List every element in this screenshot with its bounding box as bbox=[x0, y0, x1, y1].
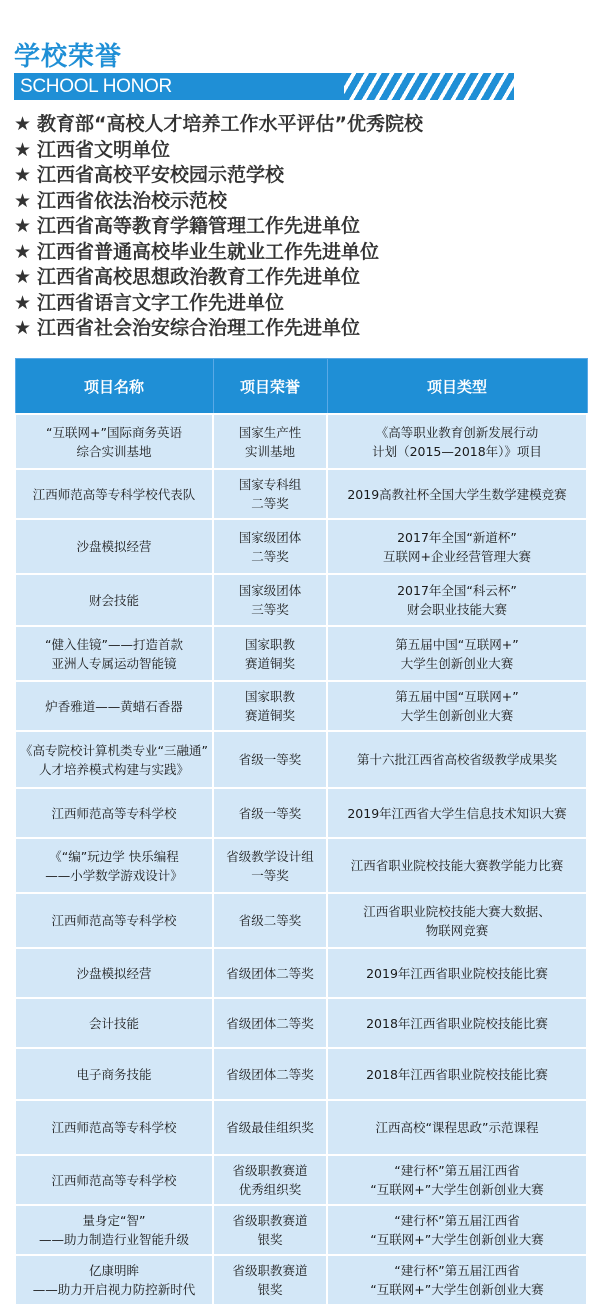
honor-item bbox=[14, 189, 594, 215]
cell-line: 省级最佳组织奖 bbox=[226, 1120, 314, 1135]
cell-line: 江西师范高等专科学校 bbox=[51, 913, 177, 928]
honor-item bbox=[14, 138, 594, 164]
star-icon: ★ bbox=[14, 291, 32, 314]
cell-honor bbox=[213, 469, 327, 519]
cell-line: 国家专科组 bbox=[238, 477, 302, 492]
cell-type bbox=[327, 838, 587, 893]
honor-text: 江西省依法治校示范校 bbox=[37, 189, 228, 212]
subtitle-banner bbox=[14, 73, 514, 100]
cell-name bbox=[15, 469, 213, 519]
honor-text: 江西省高等教育学籍管理工作先进单位 bbox=[37, 215, 361, 237]
cell-line: 综合实训基地 bbox=[76, 443, 152, 459]
honor-item bbox=[14, 214, 594, 240]
cell-line: 三等奖 bbox=[251, 602, 289, 617]
cell-line: “建行杯”第五届江西省 bbox=[394, 1213, 520, 1228]
cell-honor bbox=[213, 574, 327, 626]
honors-list bbox=[14, 112, 594, 342]
cell-line: 大学生创新创业大赛 bbox=[400, 708, 514, 723]
cell-type bbox=[327, 948, 587, 998]
cell-line: 《“编”玩边学 快乐编程 bbox=[49, 848, 179, 864]
cell-name bbox=[15, 731, 213, 788]
cell-honor bbox=[213, 1100, 327, 1155]
cell-honor bbox=[213, 788, 327, 838]
honor-item bbox=[14, 265, 594, 291]
cell-name bbox=[15, 681, 213, 731]
header-project-type: 项目类型 bbox=[327, 359, 587, 415]
cell-line: 《高专院校计算机类专业“三融通” bbox=[20, 742, 208, 758]
cell-name bbox=[15, 838, 213, 893]
star-icon: ★ bbox=[14, 317, 32, 339]
cell-line: 亚洲人专属运动智能镜 bbox=[51, 655, 177, 671]
honor-text: 江西省高校平安校园示范学校 bbox=[37, 164, 285, 186]
honor-item bbox=[14, 291, 594, 317]
cell-honor bbox=[213, 1048, 327, 1100]
cell-line: “互联网+”大学生创新创业大赛 bbox=[370, 1182, 544, 1197]
table-row bbox=[15, 893, 587, 948]
cell-type bbox=[327, 574, 587, 626]
cell-line: 一等奖 bbox=[251, 867, 289, 883]
table-row bbox=[15, 1255, 587, 1305]
cell-line: 第十六批江西省高校省级教学成果奖 bbox=[356, 752, 557, 767]
cell-name bbox=[15, 948, 213, 998]
cell-line: 优秀组织奖 bbox=[238, 1182, 302, 1197]
cell-honor bbox=[213, 1155, 327, 1205]
cell-name bbox=[15, 574, 213, 626]
cell-line: “互联网+”大学生创新创业大赛 bbox=[370, 1232, 544, 1247]
honor-text: 江西省社会治安综合治理工作先进单位 bbox=[37, 317, 361, 339]
cell-line: 江西师范高等专科学校 bbox=[51, 805, 177, 821]
cell-type bbox=[327, 681, 587, 731]
table-row bbox=[15, 626, 587, 681]
table-row bbox=[15, 838, 587, 893]
cell-line: 第五届中国“互联网+” bbox=[395, 636, 519, 652]
page-title: 学校荣誉 bbox=[14, 42, 123, 72]
cell-type bbox=[327, 788, 587, 838]
cell-line: 计划（2015—2018年）》项目 bbox=[372, 443, 542, 459]
cell-type bbox=[327, 626, 587, 681]
cell-line: 国家级团体 bbox=[238, 529, 302, 545]
cell-type bbox=[327, 1255, 587, 1305]
honor-table bbox=[14, 358, 588, 1306]
subtitle-banner-solid bbox=[14, 73, 344, 100]
cell-line: 省级团体二等奖 bbox=[226, 1066, 314, 1082]
star-icon: ★ bbox=[14, 240, 32, 263]
cell-line: 赛道铜奖 bbox=[244, 655, 295, 671]
cell-type bbox=[327, 414, 587, 469]
cell-name bbox=[15, 1255, 213, 1305]
cell-line: 江西师范高等专科学校代表队 bbox=[32, 486, 196, 502]
cell-line: 沙盘模拟经营 bbox=[76, 539, 152, 554]
cell-name bbox=[15, 519, 213, 574]
table-row bbox=[15, 998, 587, 1048]
honor-item bbox=[14, 163, 594, 189]
table-row bbox=[15, 574, 587, 626]
table-row bbox=[15, 414, 587, 469]
cell-line: 省级团体二等奖 bbox=[226, 1015, 314, 1031]
cell-line: “建行杯”第五届江西省 bbox=[394, 1263, 520, 1278]
cell-type bbox=[327, 1048, 587, 1100]
cell-name bbox=[15, 626, 213, 681]
cell-line: 会计技能 bbox=[88, 1015, 139, 1031]
cell-line: 2019年江西省职业院校技能比赛 bbox=[366, 965, 548, 981]
cell-line: 2019年江西省大学生信息技术知识大赛 bbox=[347, 805, 567, 821]
table-body bbox=[15, 414, 587, 1305]
cell-line: 2017年全国“科云杯” bbox=[397, 583, 517, 598]
cell-line: 银奖 bbox=[257, 1232, 283, 1247]
cell-name bbox=[15, 1100, 213, 1155]
cell-line: 国家职教 bbox=[244, 636, 295, 652]
cell-line: 2019高教社杯全国大学生数学建模竞赛 bbox=[347, 486, 567, 502]
star-icon: ★ bbox=[14, 138, 32, 161]
honor-text: 江西省高校思想政治教育工作先进单位 bbox=[37, 266, 361, 288]
cell-type bbox=[327, 893, 587, 948]
cell-honor bbox=[213, 1205, 327, 1255]
star-icon: ★ bbox=[14, 215, 32, 237]
header-project-name: 项目名称 bbox=[15, 359, 213, 415]
cell-honor bbox=[213, 893, 327, 948]
cell-line: 《高等职业教育创新发展行动 bbox=[375, 424, 539, 440]
cell-line: 实训基地 bbox=[244, 443, 295, 459]
cell-name bbox=[15, 893, 213, 948]
cell-line: 炉香雅道——黄蜡石香器 bbox=[45, 698, 183, 714]
cell-name bbox=[15, 788, 213, 838]
honor-table-container bbox=[14, 358, 586, 1297]
cell-name bbox=[15, 414, 213, 469]
cell-line: 省级二等奖 bbox=[238, 913, 302, 928]
cell-line: ——小学数学游戏设计》 bbox=[45, 867, 183, 883]
cell-line: 财会技能 bbox=[88, 592, 139, 608]
cell-type bbox=[327, 998, 587, 1048]
cell-honor bbox=[213, 626, 327, 681]
cell-line: 沙盘模拟经营 bbox=[76, 965, 152, 981]
table-row bbox=[15, 681, 587, 731]
cell-line: “健入佳镜”——打造首款 bbox=[45, 636, 183, 652]
star-icon: ★ bbox=[14, 266, 32, 288]
table-row bbox=[15, 948, 587, 998]
cell-honor bbox=[213, 414, 327, 469]
cell-line: 江西师范高等专科学校 bbox=[51, 1172, 177, 1188]
cell-line: 江西省职业院校技能大赛教学能力比赛 bbox=[350, 858, 564, 873]
cell-line: 江西高校“课程思政”示范课程 bbox=[375, 1120, 539, 1135]
table-header-row bbox=[15, 359, 587, 415]
cell-name bbox=[15, 1205, 213, 1255]
cell-line: 省级职教赛道 bbox=[232, 1263, 308, 1278]
cell-honor bbox=[213, 1255, 327, 1305]
star-icon: ★ bbox=[14, 164, 32, 186]
cell-line: “互联网+”国际商务英语 bbox=[46, 424, 182, 440]
cell-line: 省级一等奖 bbox=[238, 752, 302, 767]
table-row bbox=[15, 788, 587, 838]
cell-honor bbox=[213, 681, 327, 731]
cell-line: 省级团体二等奖 bbox=[226, 965, 314, 981]
cell-honor bbox=[213, 519, 327, 574]
table-row bbox=[15, 469, 587, 519]
cell-type bbox=[327, 1100, 587, 1155]
cell-line: 国家职教 bbox=[244, 689, 295, 704]
cell-name bbox=[15, 1048, 213, 1100]
honor-item bbox=[14, 112, 594, 138]
table-row bbox=[15, 731, 587, 788]
honor-text: 江西省文明单位 bbox=[37, 138, 171, 161]
table-row bbox=[15, 519, 587, 574]
star-icon: ★ bbox=[14, 189, 32, 212]
table-row bbox=[15, 1205, 587, 1255]
cell-line: 大学生创新创业大赛 bbox=[400, 655, 514, 671]
honor-item bbox=[14, 316, 594, 342]
cell-line: 江西师范高等专科学校 bbox=[51, 1120, 177, 1135]
cell-line: “建行杯”第五届江西省 bbox=[394, 1163, 520, 1178]
cell-line: 二等奖 bbox=[251, 548, 289, 564]
cell-line: 量身定“智” bbox=[82, 1213, 146, 1228]
subtitle-banner-stripes bbox=[344, 73, 514, 100]
cell-line: 江西省职业院校技能大赛大数据、 bbox=[363, 903, 551, 919]
cell-line: “互联网+”大学生创新创业大赛 bbox=[370, 1282, 544, 1297]
cell-line: 电子商务技能 bbox=[76, 1066, 152, 1082]
cell-line: 省级职教赛道 bbox=[232, 1163, 308, 1178]
cell-line: 亿康明眸 bbox=[88, 1263, 139, 1278]
honor-text: 江西省语言文字工作先进单位 bbox=[37, 291, 285, 314]
cell-line: 互联网+企业经营管理大赛 bbox=[383, 548, 531, 564]
cell-line: ——助力制造行业智能升级 bbox=[38, 1232, 189, 1247]
cell-line: 银奖 bbox=[257, 1282, 283, 1297]
cell-line: 人才培养模式构建与实践》 bbox=[38, 761, 189, 777]
cell-line: 2017年全国“新道杯” bbox=[397, 529, 517, 545]
cell-type bbox=[327, 1205, 587, 1255]
subtitle-text: SCHOOL HONOR bbox=[20, 75, 172, 97]
honor-text: 教育部“高校人才培养工作水平评估”优秀院校 bbox=[37, 113, 424, 135]
cell-honor bbox=[213, 838, 327, 893]
star-icon: ★ bbox=[14, 113, 32, 135]
cell-line: 财会职业技能大赛 bbox=[406, 602, 507, 617]
cell-honor bbox=[213, 948, 327, 998]
cell-type bbox=[327, 469, 587, 519]
cell-line: 国家生产性 bbox=[238, 424, 302, 440]
cell-line: 国家级团体 bbox=[238, 583, 302, 598]
table-row bbox=[15, 1155, 587, 1205]
honor-item bbox=[14, 240, 594, 266]
cell-line: 省级职教赛道 bbox=[232, 1213, 308, 1228]
cell-line: 二等奖 bbox=[251, 496, 289, 511]
cell-name bbox=[15, 998, 213, 1048]
table-row bbox=[15, 1100, 587, 1155]
cell-honor bbox=[213, 731, 327, 788]
cell-honor bbox=[213, 998, 327, 1048]
cell-line: 省级一等奖 bbox=[238, 805, 302, 821]
cell-line: 第五届中国“互联网+” bbox=[395, 689, 519, 704]
cell-line: ——助力开启视力防控新时代 bbox=[32, 1282, 196, 1297]
cell-line: 省级教学设计组 bbox=[226, 848, 314, 864]
cell-type bbox=[327, 1155, 587, 1205]
cell-type bbox=[327, 731, 587, 788]
cell-name bbox=[15, 1155, 213, 1205]
cell-line: 物联网竞赛 bbox=[425, 922, 489, 938]
header-project-honor: 项目荣誉 bbox=[213, 359, 327, 415]
cell-line: 赛道铜奖 bbox=[244, 708, 295, 723]
cell-line: 2018年江西省职业院校技能比赛 bbox=[366, 1015, 548, 1031]
cell-type bbox=[327, 519, 587, 574]
cell-line: 2018年江西省职业院校技能比赛 bbox=[366, 1066, 548, 1082]
table-row bbox=[15, 1048, 587, 1100]
honor-text: 江西省普通高校毕业生就业工作先进单位 bbox=[37, 240, 380, 263]
